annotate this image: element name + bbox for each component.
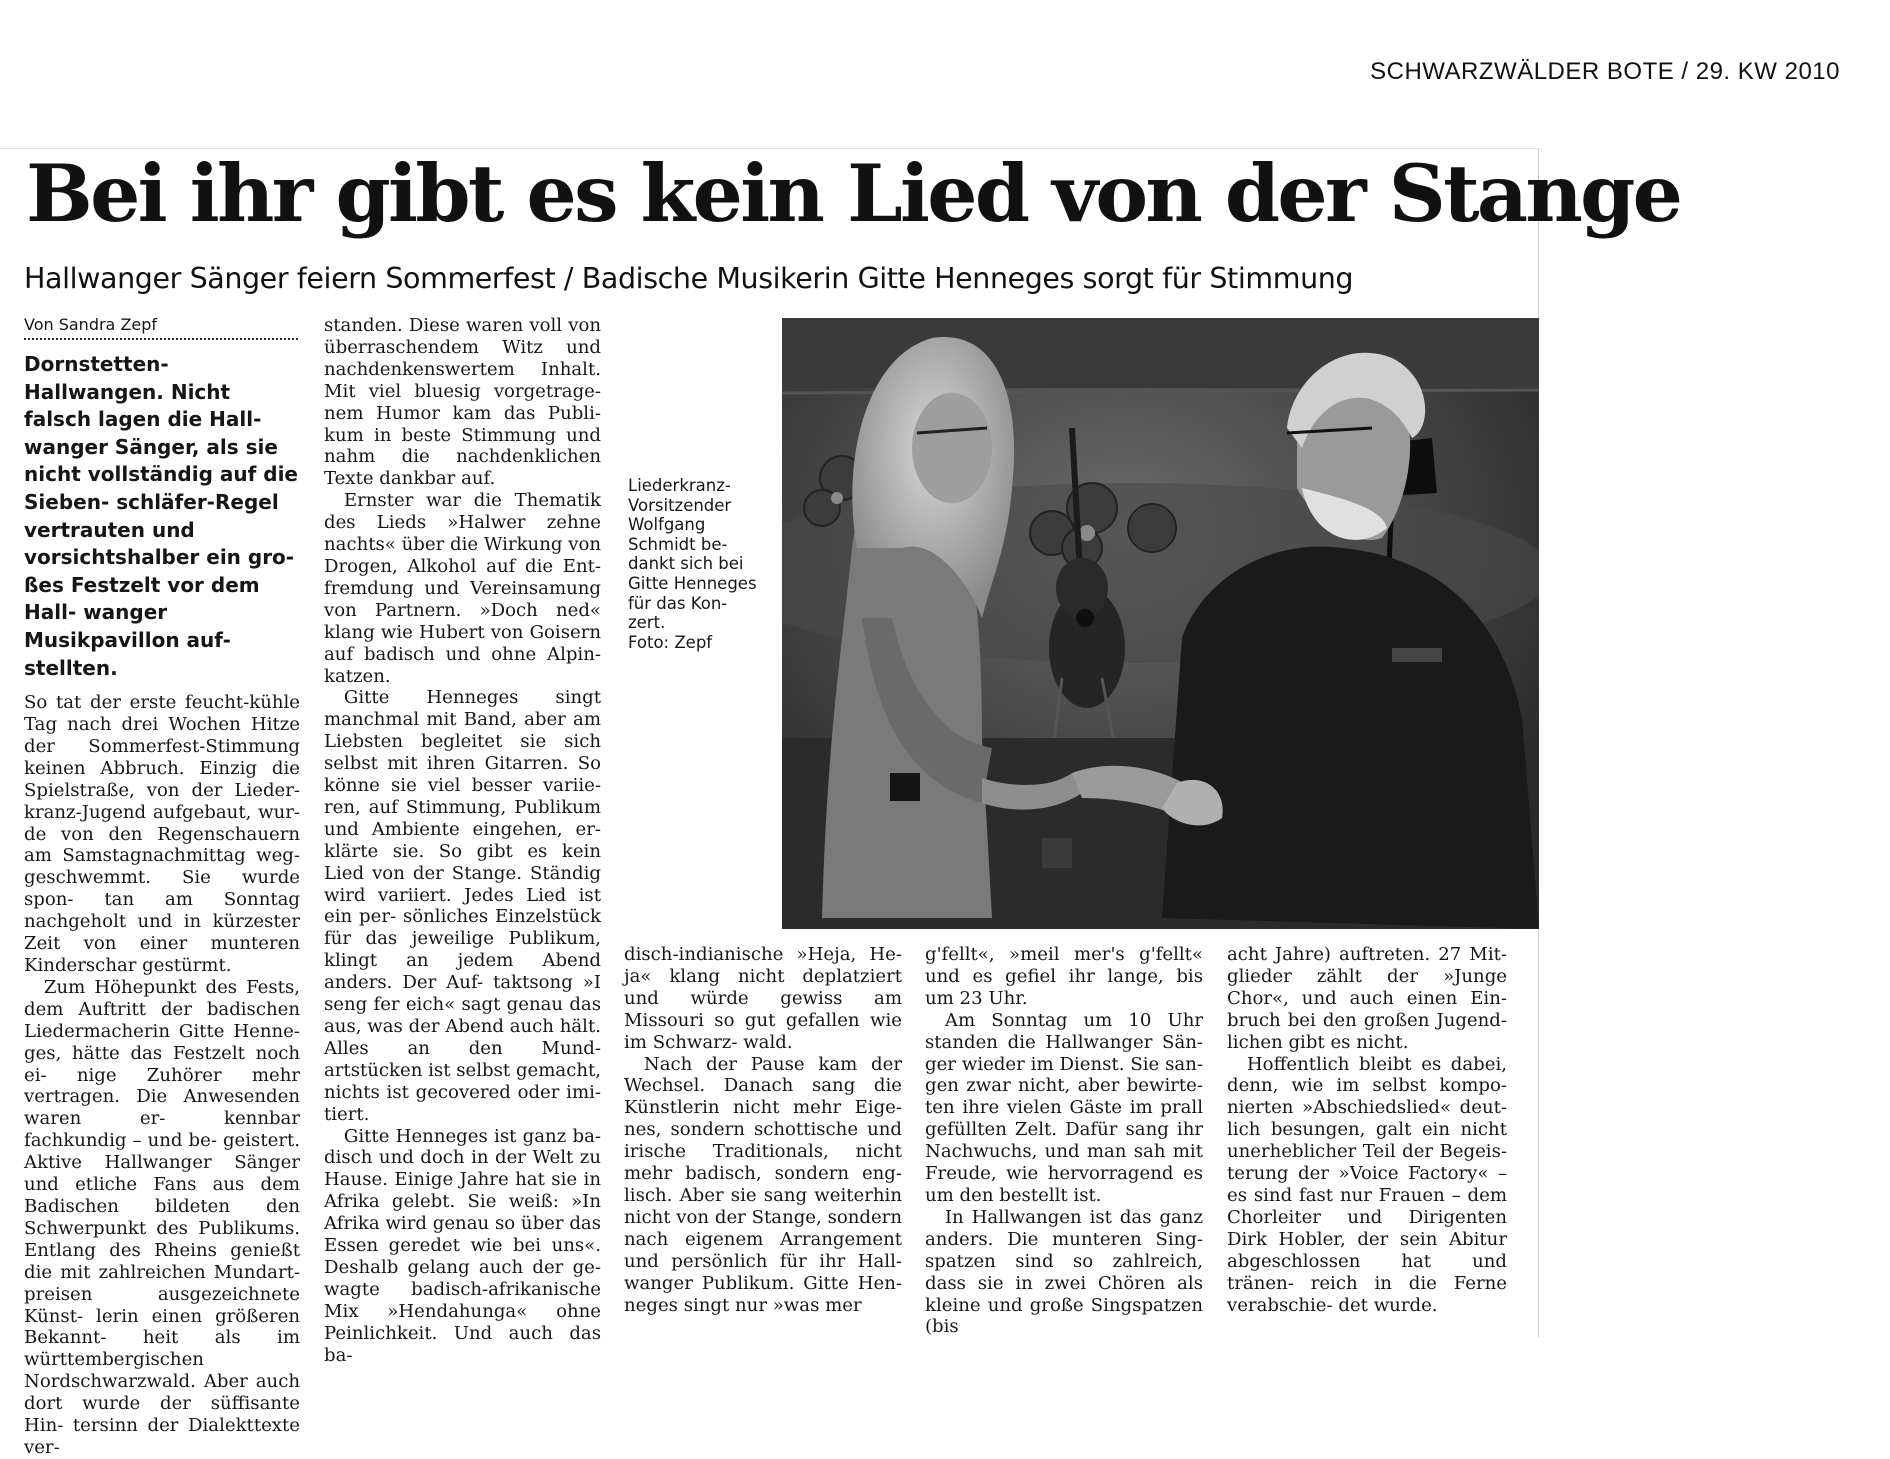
paragraph: acht Jahre) auftreten. 27 Mit- glieder zählt der »Junge Chor«, und auch einen Ein- bruch bei den großen Jugend- lichen gibt es nicht. bbox=[1227, 944, 1507, 1053]
caption-line: zert. bbox=[628, 613, 666, 633]
paragraph: Gitte Henneges singt manchmal mit Band, aber am Liebsten begleitet sie sich selbst mit ihren Gitarren. So könne sie viel besser variie- ren, auf Stimmung, Publikum und Ambiente eingehen, er- klärte sie. So gibt es kein Lied von der Stange. Ständig wird variiert. Jedes Lied ist ein per- sönliches Einzelstück für das jeweilige Publikum, klingt an jedem Abend anders. Der Auf- taktsong »I seng fer eich« sagt genau das aus, was der Abend auch hält. Alles an den Mund- artstücken ist selbst gemacht, nichts ist gecovered oder imi- tiert. bbox=[324, 687, 601, 1125]
paragraph: Zum Höhepunkt des Fests, dem Auftritt der badischen Liedermacherin Gitte Henne- ges, hätte das Festzelt noch ei- nige Zuhörer mehr vertragen. Die Anwesenden waren er- kennbar fachkundig – und be- geistert. Aktive Hallwanger Sänger und etliche Fans aus dem Badischen bildeten den Schwerpunkt des Publikums. Entlang des Rheins genießt die mit zahlreichen Mundart- preisen ausgezeichnete Künst- lerin einen größeren Bekannt- heit als im württembergischen Nordschwarzwald. Aber auch dort wurde der süffisante Hin- tersinn der Dialekttexte ver- bbox=[24, 976, 300, 1458]
caption-line: Gitte Henneges bbox=[628, 573, 757, 593]
paragraph: Gitte Henneges ist ganz ba- disch und doch in der Welt zu Hause. Einige Jahre hat sie in Afrika gelebt. Sie weiß: »In Afrika wird genau so über das Essen geredet wie bei uns«. Deshalb gelang auch der ge- wagte badisch-afrikanische Mix »Hendahunga« ohne Peinlichkeit. Und auch das ba- bbox=[324, 1125, 601, 1366]
photo-credit: Foto: Zepf bbox=[628, 632, 713, 652]
article-column-3 bbox=[624, 944, 902, 1316]
subheadline: Hallwanger Sänger feiern Sommerfest / Badische Musikerin Gitte Henneges sorgt für Stimmung bbox=[24, 262, 1354, 295]
paragraph: In Hallwangen ist das ganz anders. Die munteren Sing- spatzen sind so zahlreich, dass sie in zwei Chören als kleine und große Singspatzen (bis bbox=[925, 1206, 1203, 1338]
article-photo bbox=[782, 318, 1539, 929]
article-column-4 bbox=[925, 944, 1203, 1338]
paragraph: standen. Diese waren voll von überraschendem Witz und nachdenkenswertem Inhalt. Mit viel bluesig vorgetrage- nem Humor kam das Publi- kum in beste Stimmung und nahm die nachdenklichen Texte dankbar auf. bbox=[324, 315, 601, 490]
paragraph: Am Sonntag um 10 Uhr standen die Hallwanger Sän- ger wieder im Dienst. Sie san- gen zwar nicht, aber bewirte- ten ihre vielen Gäste im prall gefüllten Zelt. Dafür sang ihr Nachwuchs, und man sah mit Freude, wie hervorragend es um den bestellt ist. bbox=[925, 1009, 1203, 1206]
caption-line: dankt sich bei bbox=[628, 554, 744, 574]
caption-line: Vorsitzender bbox=[628, 495, 732, 515]
article-column-5 bbox=[1227, 944, 1507, 1316]
caption-line: für das Kon- bbox=[628, 593, 728, 613]
caption-line: Liederkranz- bbox=[628, 476, 731, 495]
paragraph: Ernster war die Thematik des Lieds »Halwer zehne nachts« über die Wirkung von Drogen, Alkohol auf die Ent- fremdung und Vereinsamung von Partnern. »Doch ned« klang wie Hubert von Goisern auf badisch und ohne Alpin- katzen. bbox=[324, 490, 601, 687]
paragraph: g'fellt«, »meil mer's g'fellt« und es gefiel ihr lange, bis um 23 Uhr. bbox=[925, 944, 1203, 1009]
source-line: SCHWARZWÄLDER BOTE / 29. KW 2010 bbox=[1370, 58, 1840, 85]
paragraph: Hoffentlich bleibt es dabei, denn, wie im selbst kompo- nierten »Abschiedslied« deut- lich besungen, galt ein nicht unerheblicher Teil der Begeis- terung der »Voice Factory« – es sind fast nur Frauen – dem Chorleiter und Dirigenten Dirk Hobler, der sein Abitur abgeschlossen hat und tränen- reich in die Ferne verabschie- det wurde. bbox=[1227, 1053, 1507, 1316]
headline: Bei ihr gibt es kein Lied von der Stange bbox=[26, 147, 1681, 240]
article-column-1 bbox=[24, 351, 300, 1459]
paragraph: Nach der Pause kam der Wechsel. Danach sang die Künstlerin nicht mehr Eige- nes, sondern schottische und irische Traditionals, nicht mehr badisch, sondern eng- lisch. Aber sie sang weiterhin nicht von der Stange, sondern nach eigenem Arrangement und persönlich für ihr Hall- wanger Publikum. Gitte Hen- neges singt nur »was mer bbox=[624, 1053, 902, 1316]
caption-line: Wolfgang bbox=[628, 515, 706, 535]
paragraph: disch-indianische »Heja, He- ja« klang nicht deplatziert und würde gewiss am Missouri so gut gefallen wie im Schwarz- wald. bbox=[624, 944, 902, 1053]
lead-paragraph: Dornstetten-Hallwangen. Nicht falsch lagen die Hall- wanger Sänger, als sie nicht vollständig auf die Sieben- schläfer-Regel vertrauten und vorsichtshalber ein gro- ßes Festzelt vor dem Hall- wanger Musikpavillon auf- stellten. bbox=[24, 352, 298, 680]
photo-caption bbox=[628, 476, 778, 652]
paragraph: So tat der erste feucht-kühle Tag nach drei Wochen Hitze der Sommerfest-Stimmung keinen Abbruch. Einzig die Spielstraße, von der Lieder- kranz-Jugend aufgebaut, wur- de von den Regenschauern am Samstagnachmittag weg- geschwemmt. Sie wurde spon- tan am Sonntag nachgeholt und in kürzester Zeit von einer munteren Kinderschar gestürmt. bbox=[24, 692, 300, 976]
article-column-2 bbox=[324, 315, 601, 1367]
photo-image bbox=[782, 318, 1539, 929]
caption-line: Schmidt be- bbox=[628, 534, 728, 554]
byline: Von Sandra Zepf bbox=[24, 315, 298, 340]
